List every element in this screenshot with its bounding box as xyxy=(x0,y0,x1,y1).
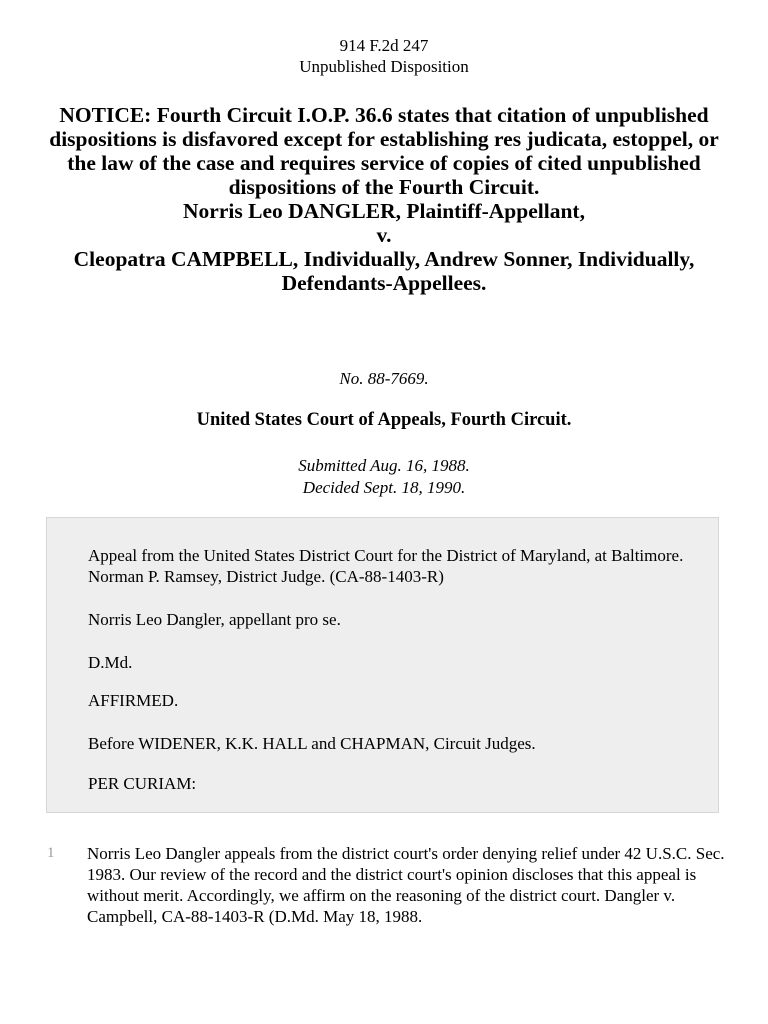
paragraph-number: 1 xyxy=(47,845,55,861)
paragraph-text: Norris Leo Dangler appeals from the district court's order denying relief under 42 U.S.C. Sec. 1983. Our review of the record and the district court's opinion discloses that this appeal is without merit. Accordingly, we affirm on the reasoning of the district court. Dangler v. Campbell, CA-88-1403-R (D.Md. May 18, 1988. xyxy=(87,844,725,926)
plaintiff-name: Norris Leo DANGLER, Plaintiff-Appellant, xyxy=(183,199,585,223)
per-curiam-label: PER CURIAM: xyxy=(88,774,197,793)
docket-number: No. 88-7669. xyxy=(339,369,429,388)
disposition-result: AFFIRMED. xyxy=(88,691,179,710)
decided-date: Decided Sept. 18, 1990. xyxy=(302,478,466,497)
disposition-label: Unpublished Disposition xyxy=(299,57,469,76)
court-name: United States Court of Appeals, Fourth Circuit. xyxy=(196,410,572,430)
counsel-line: Norris Leo Dangler, appellant pro se. xyxy=(88,610,341,629)
panel-judges: Before WIDENER, K.K. HALL and CHAPMAN, Circuit Judges. xyxy=(88,734,536,753)
syllabus-box xyxy=(46,517,719,813)
case-dates xyxy=(0,455,768,499)
appeal-origin: Appeal from the United States District Court for the District of Maryland, at Baltimore. Norman P. Ramsey, District Judge. (CA-88-1403-R) xyxy=(88,546,684,586)
case-header xyxy=(0,35,768,77)
versus-label: v. xyxy=(376,223,392,247)
notice-text: NOTICE: Fourth Circuit I.O.P. 36.6 states that citation of unpublished dispositions is disfavored except for establishing res judicata, estoppel, or the law of the case and requires service of copies of cited unpublished dispositions of the Fourth Circuit. xyxy=(49,103,719,199)
case-caption xyxy=(40,103,728,295)
defendants-names: Cleopatra CAMPBELL, Individually, Andrew Sonner, Individually, Defendants-Appellees. xyxy=(73,247,695,295)
submitted-date: Submitted Aug. 16, 1988. xyxy=(298,456,470,475)
district-abbrev: D.Md. xyxy=(88,653,133,672)
reporter-citation: 914 F.2d 247 xyxy=(339,36,429,55)
